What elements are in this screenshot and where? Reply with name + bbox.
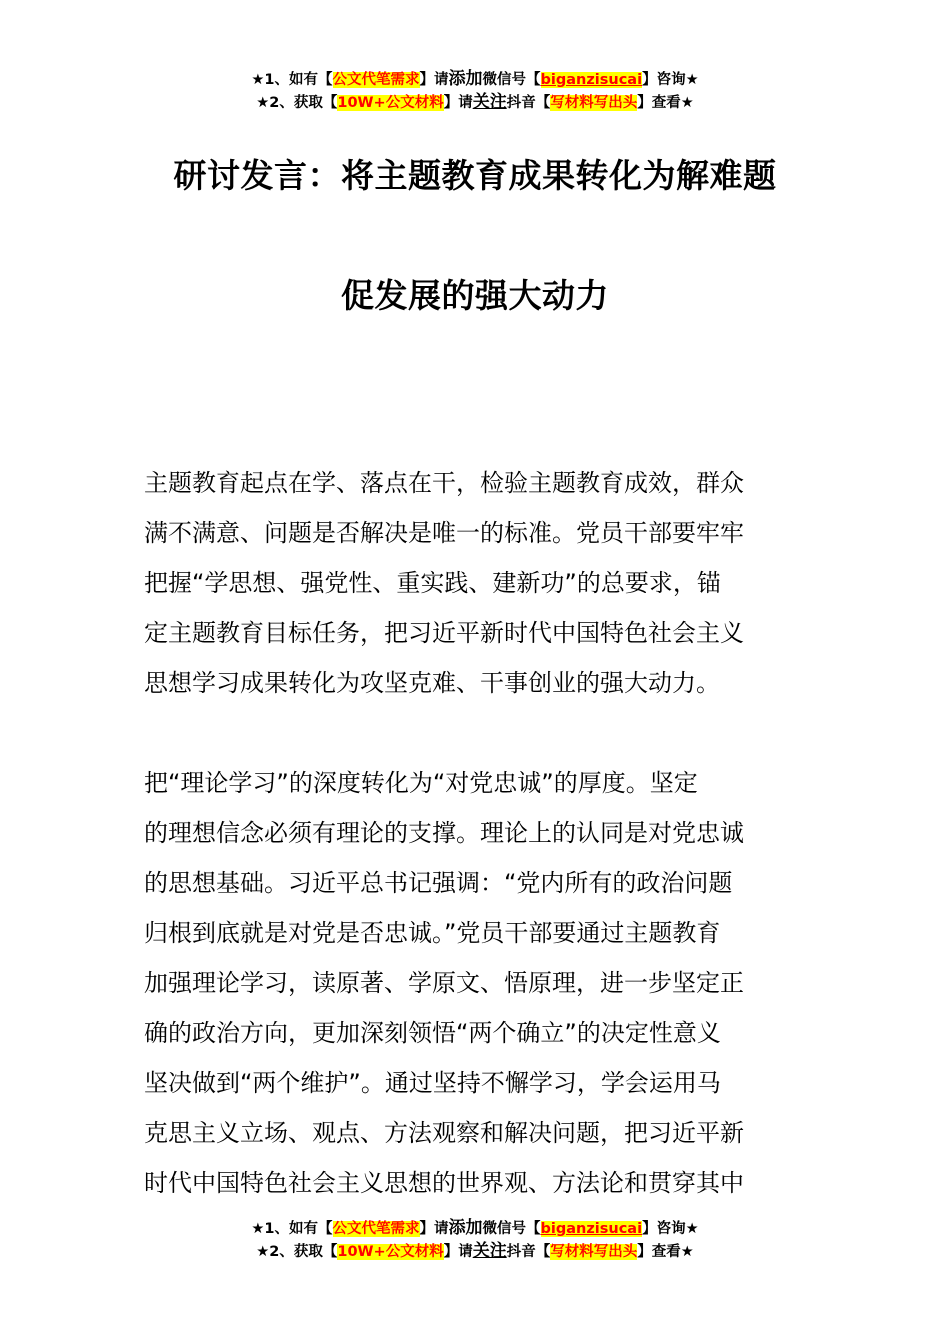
paragraph-line: 把“理论学习”的深度转化为“对党忠诚”的厚度。坚定	[144, 769, 698, 797]
promo-line-2	[0, 91, 950, 114]
promo-line-1	[0, 68, 950, 91]
promo-line-2	[0, 1240, 950, 1263]
paragraph-line: 的理想信念必须有理论的支撑。理论上的认同是对党忠诚	[144, 819, 744, 847]
promo-text: 】请	[443, 95, 473, 111]
promo-highlight: 10W+公文材料	[337, 95, 444, 111]
paragraph-line: 把握“学思想、强党性、重实践、建新功”的总要求，锚	[144, 569, 721, 597]
paragraph-line: 思想学习成果转化为攻坚克难、干事创业的强大动力。	[144, 669, 720, 697]
promo-highlight: 写材料写出头	[550, 1244, 638, 1260]
promo-text: 】查看★	[637, 1244, 694, 1260]
promo-line-1	[0, 1217, 950, 1240]
paragraph-line: 坚决做到“两个维护”。通过坚持不懈学习，学会运用马	[144, 1069, 721, 1097]
promo-text: 微信号【	[482, 1221, 541, 1237]
promo-text: 】咨询★	[642, 72, 699, 88]
wechat-id-link[interactable]: biganzisucai	[540, 72, 643, 88]
promo-highlight: 公文代笔需求	[332, 1221, 420, 1237]
paragraph-line: 主题教育起点在学、落点在干，检验主题教育成效，群众	[144, 469, 744, 497]
body-paragraph	[144, 458, 808, 708]
paragraph-line: 满不满意、问题是否解决是唯一的标准。党员干部要牢牢	[144, 519, 744, 547]
promo-text: 关注	[472, 1241, 507, 1261]
promo-text: 抖音【	[506, 95, 551, 111]
header-promo-banner	[0, 68, 950, 114]
promo-text: ★2、获取【	[256, 95, 338, 111]
paragraph-line: 定主题教育目标任务，把习近平新时代中国特色社会主义	[144, 619, 744, 647]
body-paragraph	[144, 758, 808, 1208]
paragraph-line: 加强理论学习，读原著、学原文、悟原理，进一步坚定正	[144, 969, 744, 997]
promo-text: 微信号【	[482, 72, 541, 88]
promo-text: ★1、如有【	[251, 1221, 333, 1237]
promo-text: 关注	[472, 92, 507, 112]
promo-text: 添加	[448, 1218, 483, 1238]
paragraph-line: 归根到底就是对党是否忠诚。”党员干部要通过主题教育	[144, 919, 721, 947]
promo-highlight: 10W+公文材料	[337, 1244, 444, 1260]
promo-text: 】请	[419, 72, 449, 88]
paragraph-line: 时代中国特色社会主义思想的世界观、方法论和贯穿其中	[144, 1169, 744, 1197]
promo-highlight: 写材料写出头	[550, 95, 638, 111]
promo-text: 添加	[448, 69, 483, 89]
document-title-line-1: 研讨发言：将主题教育成果转化为解难题	[173, 156, 777, 195]
promo-text: 】咨询★	[642, 1221, 699, 1237]
footer-promo-banner	[0, 1217, 950, 1263]
wechat-id-link[interactable]: biganzisucai	[540, 1221, 643, 1237]
promo-text: 抖音【	[506, 1244, 551, 1260]
paragraph-line: 确的政治方向，更加深刻领悟“两个确立”的决定性意义	[144, 1019, 721, 1047]
paragraph-line: 的思想基础。习近平总书记强调：“党内所有的政治问题	[144, 869, 733, 897]
promo-text: 】请	[443, 1244, 473, 1260]
paragraph-line: 克思主义立场、观点、方法观察和解决问题，把习近平新	[144, 1119, 744, 1147]
promo-text: ★1、如有【	[251, 72, 333, 88]
promo-text: ★2、获取【	[256, 1244, 338, 1260]
promo-text: 】查看★	[637, 95, 694, 111]
promo-text: 】请	[419, 1221, 449, 1237]
document-title-line-2: 促发展的强大动力	[341, 276, 609, 315]
promo-highlight: 公文代笔需求	[332, 72, 420, 88]
